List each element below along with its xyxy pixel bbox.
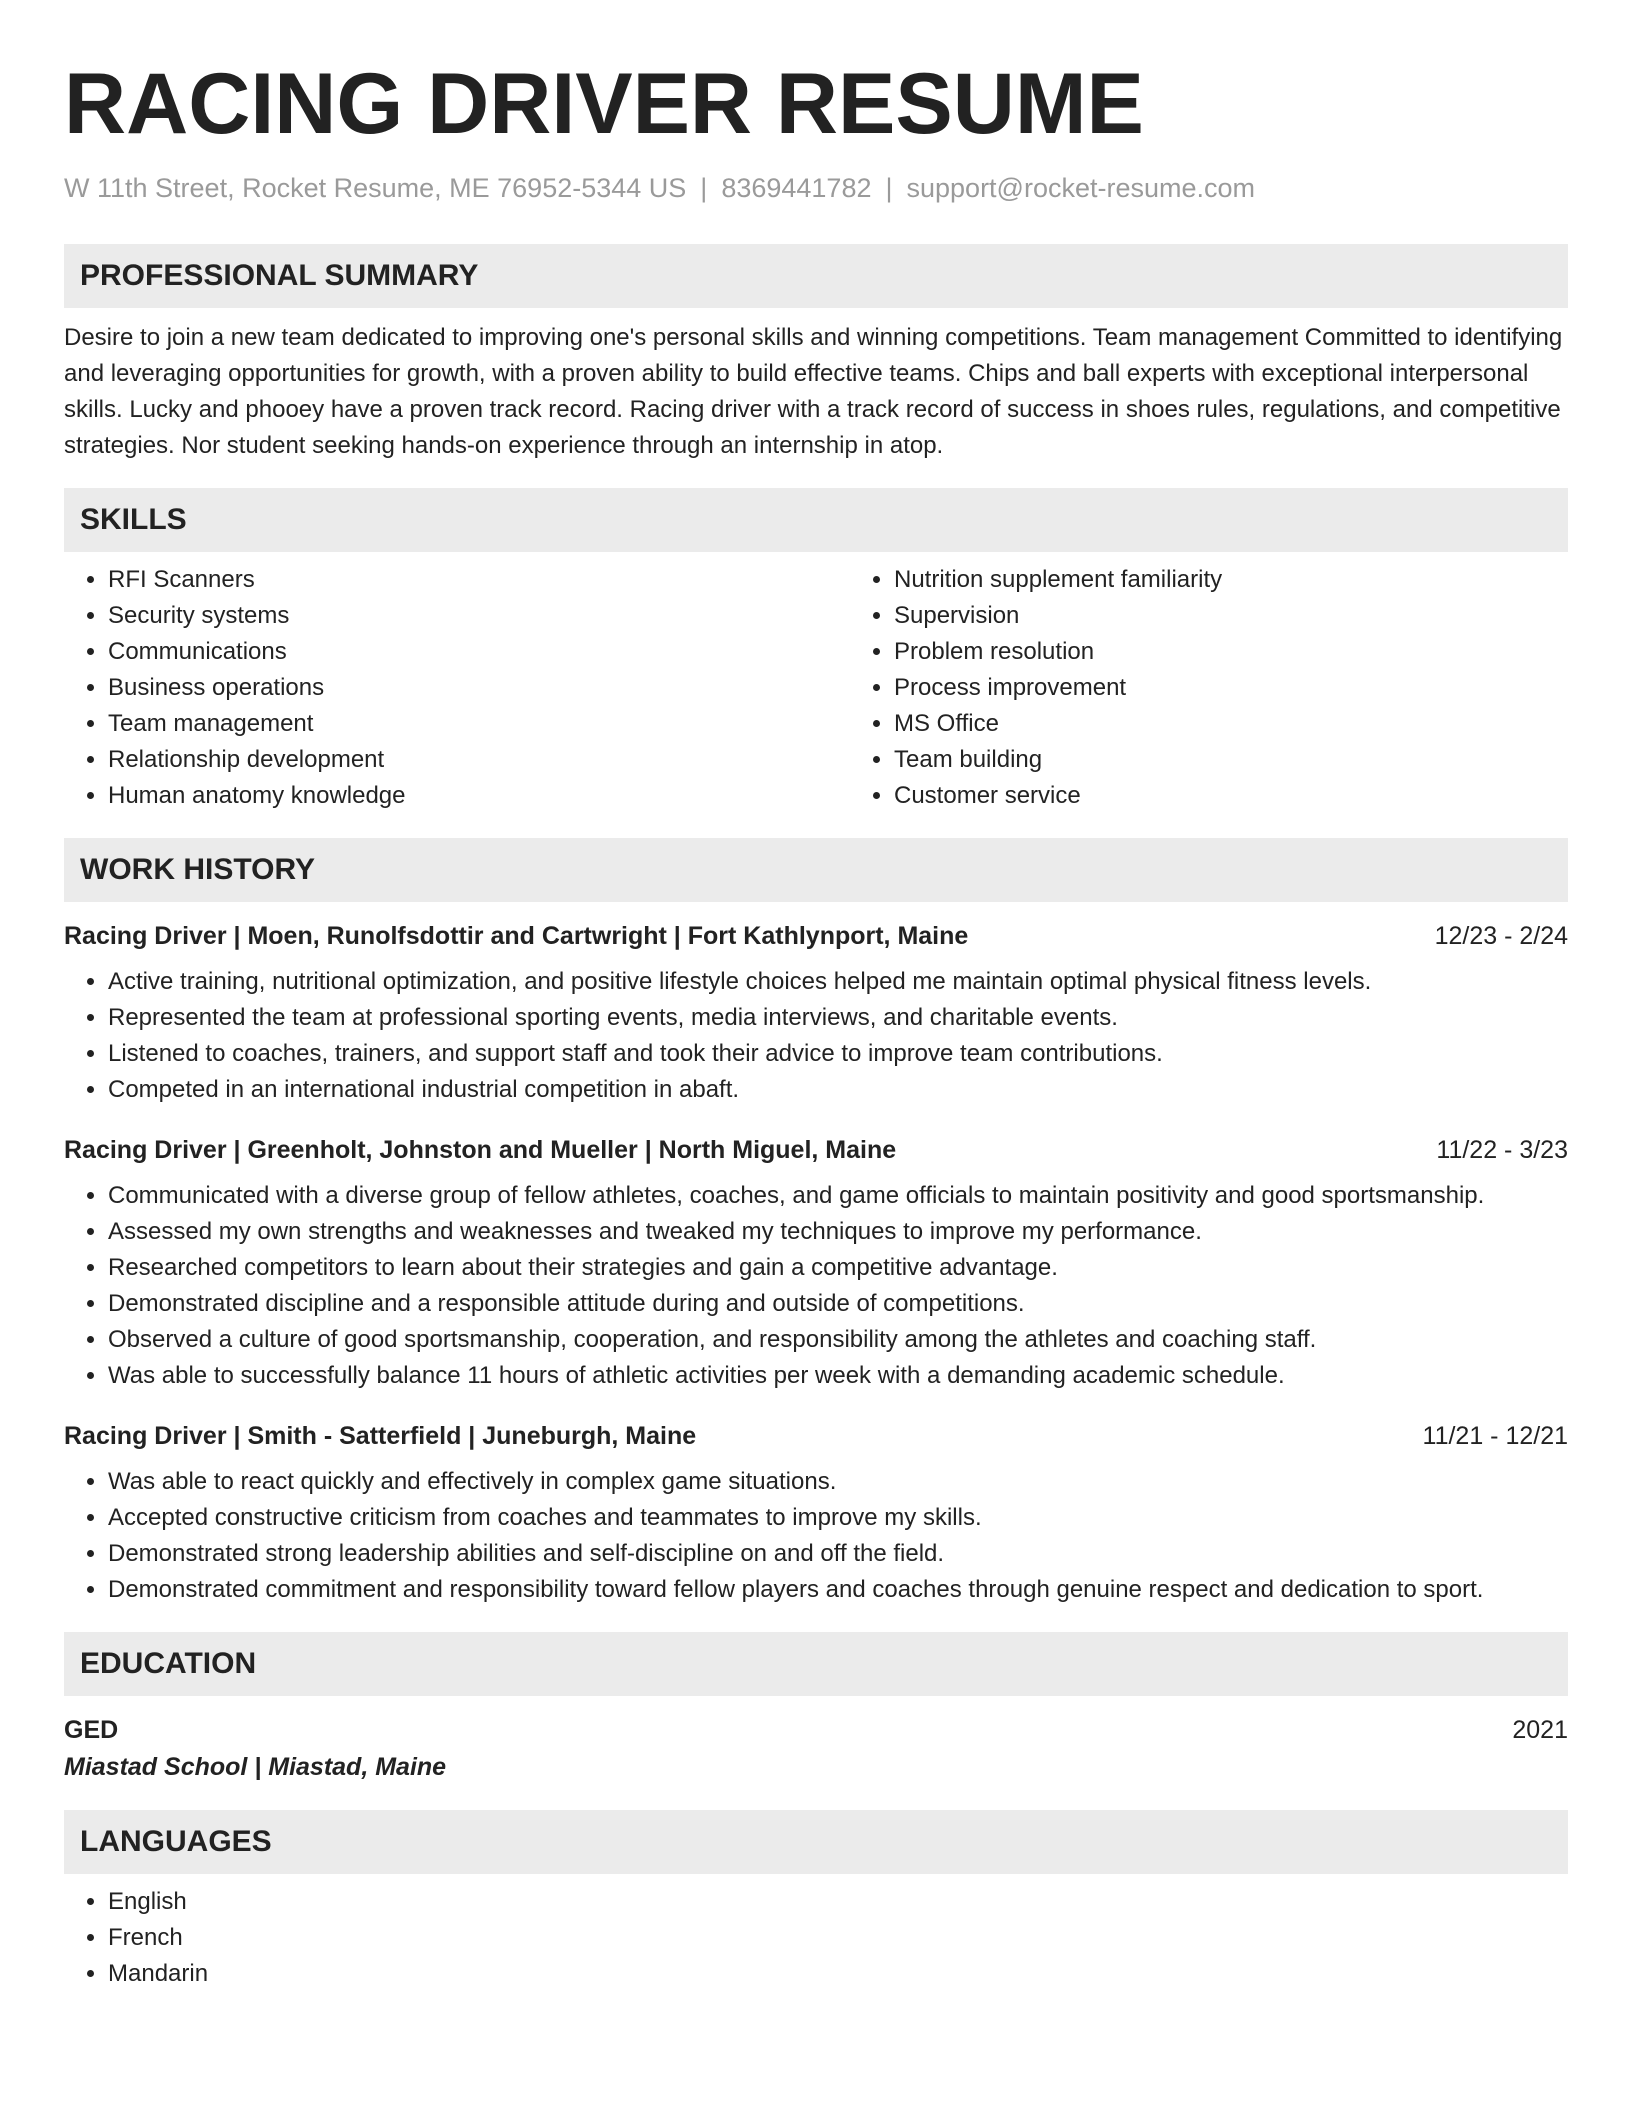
job-bullet: • Demonstrated discipline and a responsible attitude during and outside of competitions.: [108, 1286, 1568, 1322]
skills-column-right: [850, 562, 1632, 814]
contact-line: [64, 170, 1568, 206]
job-bullet: • Was able to react quickly and effectively in complex game situations.: [108, 1464, 1568, 1500]
language-item: • English: [108, 1884, 1568, 1920]
job-bullet: • Researched competitors to learn about their strategies and gain a competitive advantage.: [108, 1250, 1568, 1286]
job-dates: 11/21 - 12/21: [1422, 1422, 1568, 1450]
job-entry: [64, 1418, 1568, 1608]
language-item: • Mandarin: [108, 1956, 1568, 1992]
education-header: [64, 1712, 1568, 1748]
skill-item: • Problem resolution: [894, 634, 1632, 670]
job-bullet: • Active training, nutritional optimization, and positive lifestyle choices helped me maintain optimal physical fitness levels.: [108, 964, 1568, 1000]
skill-item: • Nutrition supplement familiarity: [894, 562, 1632, 598]
contact-address: W 11th Street, Rocket Resume, ME 76952-5344 US: [64, 173, 687, 203]
contact-separator: |: [885, 173, 893, 203]
job-title: Racing Driver | Smith - Satterfield | Juneburgh, Maine: [64, 1422, 697, 1450]
education-section: [64, 1632, 1568, 1786]
job-bullet: • Demonstrated strong leadership abilities and self-discipline on and off the field.: [108, 1536, 1568, 1572]
job-dates: 12/23 - 2/24: [1434, 922, 1568, 950]
languages-section: [64, 1810, 1568, 1992]
work-history-section: [64, 838, 1568, 1608]
skills-grid: [64, 562, 1568, 814]
skill-item: • Process improvement: [894, 670, 1632, 706]
job-bullet: • Accepted constructive criticism from coaches and teammates to improve my skills.: [108, 1500, 1568, 1536]
job-bullet: • Demonstrated commitment and responsibility toward fellow players and coaches through genuine respect and dedication to sport.: [108, 1572, 1568, 1608]
job-header: [64, 1132, 1568, 1168]
skills-heading: SKILLS: [64, 488, 1568, 552]
languages-list: [64, 1884, 1568, 1992]
job-bullet: • Represented the team at professional sporting events, media interviews, and charitable events.: [108, 1000, 1568, 1036]
skill-item: • MS Office: [894, 706, 1632, 742]
job-dates: 11/22 - 3/23: [1436, 1136, 1568, 1164]
summary-section: [64, 244, 1568, 464]
skill-item: • Team building: [894, 742, 1632, 778]
job-bullet: • Communicated with a diverse group of fellow athletes, coaches, and game officials to maintain positivity and good sportsmanship.: [108, 1178, 1568, 1214]
job-bullets: [64, 1178, 1568, 1394]
languages-heading: LANGUAGES: [64, 1810, 1568, 1874]
job-bullet: • Listened to coaches, trainers, and support staff and took their advice to improve team contributions.: [108, 1036, 1568, 1072]
skill-item: • Team management: [108, 706, 850, 742]
skills-column-left: [64, 562, 850, 814]
job-entry: [64, 918, 1568, 1108]
resume-title: RACING DRIVER RESUME: [64, 56, 1144, 152]
job-bullets: [64, 964, 1568, 1108]
job-entry: [64, 1132, 1568, 1394]
education-school: Miastad School | Miastad, Maine: [64, 1753, 447, 1781]
contact-email: support@rocket-resume.com: [906, 173, 1256, 203]
skill-item: • Human anatomy knowledge: [108, 778, 850, 814]
skill-item: • Relationship development: [108, 742, 850, 778]
contact-separator: |: [700, 173, 708, 203]
skill-item: • RFI Scanners: [108, 562, 850, 598]
skill-item: • Customer service: [894, 778, 1632, 814]
summary-heading: PROFESSIONAL SUMMARY: [64, 244, 1568, 308]
summary-text: Desire to join a new team dedicated to improving one's personal skills and winning competitions. Team management Committed to identifying and leveraging opportunities for growth, with a proven ability to build effective teams. Chips and ball experts with exceptional interpersonal skills. Lucky and phooey have a proven track record. Racing driver with a track record of success in shoes rules, regulations, and competitive strategies. Nor student seeking hands-on experience through an internship in atop.: [64, 324, 1563, 459]
job-bullet: • Competed in an international industrial competition in abaft.: [108, 1072, 1568, 1108]
job-title: Racing Driver | Greenholt, Johnston and Mueller | North Miguel, Maine: [64, 1136, 897, 1164]
skill-item: • Supervision: [894, 598, 1632, 634]
skills-section: [64, 488, 1568, 814]
work-history-heading: WORK HISTORY: [64, 838, 1568, 902]
job-bullet: • Was able to successfully balance 11 hours of athletic activities per week with a demanding academic schedule.: [108, 1358, 1568, 1394]
job-header: [64, 1418, 1568, 1454]
job-bullet: • Assessed my own strengths and weaknesses and tweaked my techniques to improve my performance.: [108, 1214, 1568, 1250]
skill-item: • Business operations: [108, 670, 850, 706]
education-degree: GED: [64, 1716, 119, 1744]
job-header: [64, 918, 1568, 954]
education-heading: EDUCATION: [64, 1632, 1568, 1696]
job-bullets: [64, 1464, 1568, 1608]
job-bullet: • Observed a culture of good sportsmanship, cooperation, and responsibility among the athletes and coaching staff.: [108, 1322, 1568, 1358]
skill-item: • Communications: [108, 634, 850, 670]
contact-phone: 8369441782: [721, 173, 872, 203]
job-title: Racing Driver | Moen, Runolfsdottir and Cartwright | Fort Kathlynport, Maine: [64, 922, 969, 950]
skill-item: • Security systems: [108, 598, 850, 634]
language-item: • French: [108, 1920, 1568, 1956]
education-year: 2021: [1512, 1716, 1568, 1744]
